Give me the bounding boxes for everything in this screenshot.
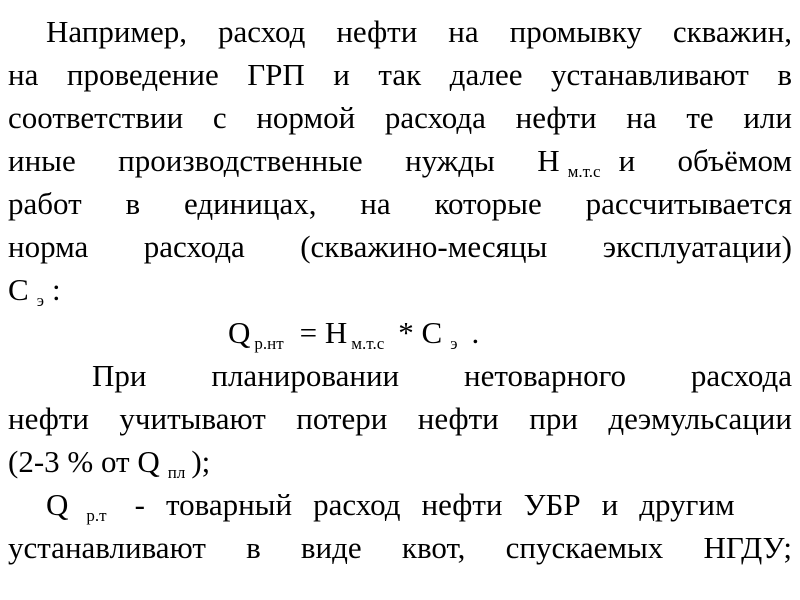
paragraph-1-line-4 bbox=[8, 139, 792, 182]
text: При планировании нетоварного расхода bbox=[92, 358, 792, 393]
text: - товарный расход нефти УБР и другим bbox=[134, 487, 735, 522]
text: иные производственные нужды Н bbox=[8, 143, 560, 178]
formula bbox=[8, 311, 792, 354]
text: норма расхода (скважино-месяцы эксплуатации) bbox=[8, 229, 792, 264]
text: нефти учитывают потери нефти при деэмульсации bbox=[8, 401, 792, 436]
subscript: р.т bbox=[86, 506, 107, 525]
paragraph-1-line-1 bbox=[8, 10, 792, 53]
paragraph-1-line-2 bbox=[8, 53, 792, 96]
text: соответствии с нормой расхода нефти на те или bbox=[8, 100, 792, 135]
text: работ в единицах, на которые рассчитывается bbox=[8, 186, 792, 221]
paragraph-1-line-3 bbox=[8, 96, 792, 139]
paragraph-1-line-7 bbox=[8, 268, 792, 311]
paragraph-3-line-2 bbox=[8, 526, 792, 569]
formula-end: . bbox=[471, 315, 480, 350]
text: С bbox=[8, 272, 29, 307]
formula-equals-h: = Н bbox=[299, 315, 348, 350]
text: Например, расход нефти на промывку скважин, bbox=[46, 14, 792, 49]
paragraph-2-line-1 bbox=[8, 354, 792, 397]
slide-text bbox=[8, 10, 792, 569]
paragraph-2-line-2 bbox=[8, 397, 792, 440]
text: Q bbox=[46, 487, 69, 522]
formula-h-subscript: м.т.с bbox=[351, 334, 385, 353]
paragraph-1-line-5 bbox=[8, 182, 792, 225]
subscript: м.т.с bbox=[567, 162, 601, 181]
paragraph-1-line-6 bbox=[8, 225, 792, 268]
subscript: пл bbox=[167, 463, 186, 482]
formula-q: Q bbox=[228, 315, 251, 350]
paragraph-2-line-3 bbox=[8, 440, 792, 483]
text: на проведение ГРП и так далее устанавливают в bbox=[8, 57, 792, 92]
text: и объёмом bbox=[618, 143, 792, 178]
text: : bbox=[51, 272, 61, 307]
formula-multiply-c: * С bbox=[398, 315, 443, 350]
paragraph-3-line-1 bbox=[8, 483, 792, 526]
text: устанавливают в виде квот, спускаемых НГДУ; bbox=[8, 530, 792, 565]
text: ); bbox=[191, 444, 211, 479]
subscript: э bbox=[36, 291, 44, 310]
text: (2-3 % от Q bbox=[8, 444, 160, 479]
formula-q-subscript: р.нт bbox=[254, 334, 284, 353]
formula-c-subscript: э bbox=[450, 334, 458, 353]
